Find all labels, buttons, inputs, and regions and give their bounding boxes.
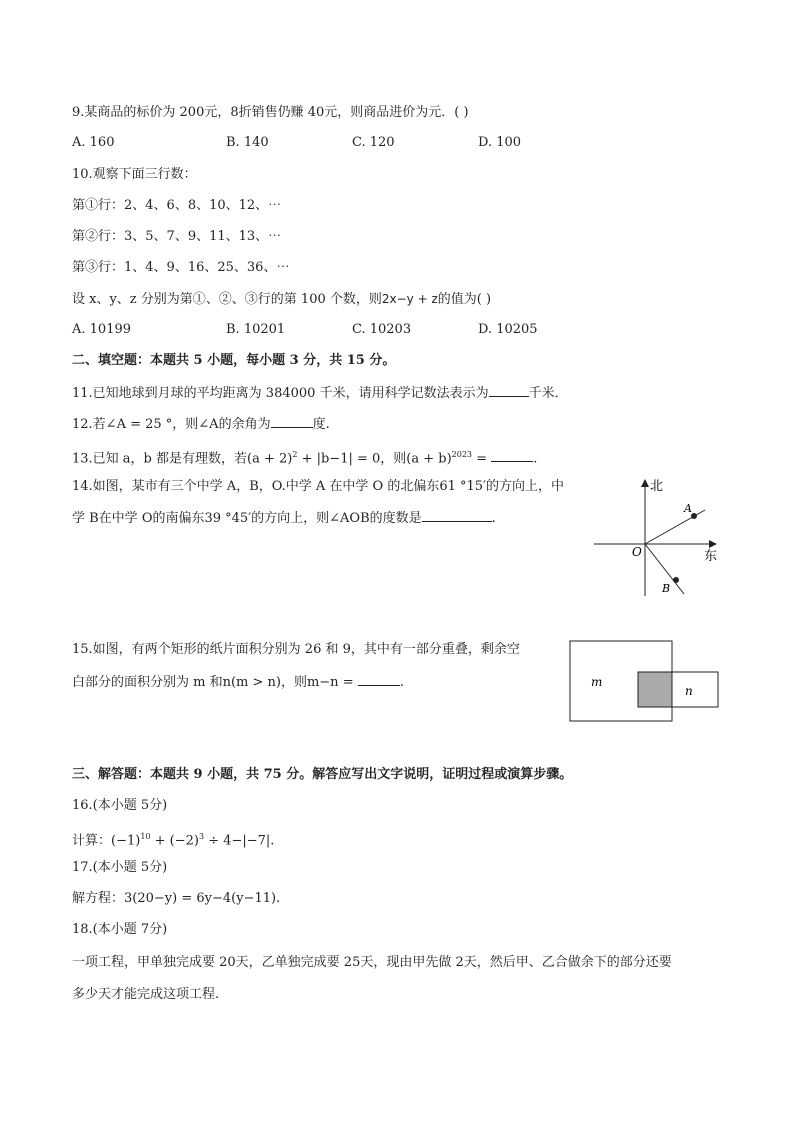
q10-question: [72, 290, 491, 309]
q11-text-a: 11.已知地球到月球的平均距离为 384000 千米，请用科学记数法表示为: [72, 386, 489, 401]
q14-answer-blank[interactable]: [422, 509, 492, 522]
q11-text-b: 千米．: [528, 386, 568, 401]
q10-row-1: 第①行：2、4、6、8、10、12、⋯: [72, 198, 282, 213]
section-3-title: 三、解答题：本题共 9 小题，共 75 分。解答应写出文字说明，证明过程或演算步骤。: [72, 767, 573, 782]
q12-text-a: 12.若∠A = 25 °，则∠A的余角为: [72, 417, 271, 432]
q13-expr2: + |b−1| = 0，则: [297, 451, 407, 467]
q10-row-3: 第③行：1、4、9、16、25、36、⋯: [72, 260, 290, 275]
q17-equation: 解方程：3(20−y) = 6y−4(y−11).: [72, 891, 281, 906]
q13-exp1: 2: [292, 450, 298, 459]
q15-line-2: 白部分的面积分别为 m 和n(m > n)，则m−n = .: [72, 675, 404, 690]
q14-compass-figure: [590, 472, 730, 602]
east-label: 东: [704, 549, 718, 564]
q10-ask-prefix: 设 x、y、z 分别为第①、②、③行的第 100 个数，则: [72, 292, 382, 307]
q11-answer-blank[interactable]: [489, 384, 529, 397]
q12-answer-blank[interactable]: [271, 415, 313, 428]
q15-answer-blank[interactable]: [358, 673, 400, 686]
q10-ask-suffix: 的值为( ): [437, 292, 492, 307]
q18-head: 18.(本小题 7分): [72, 922, 168, 937]
q16-text-c: ÷ 4−|−7|.: [204, 833, 275, 849]
q11: [72, 384, 568, 403]
q9-option-c: C. 120: [352, 135, 395, 150]
q13-expr3: (a + b): [406, 451, 452, 467]
q15-rectangles-figure: [569, 640, 721, 724]
q10-option-c: C. 10203: [352, 322, 412, 337]
q13-text-a: 13.已知 a，b 都是有理数，若: [72, 451, 248, 467]
q9-option-a: A. 160: [72, 135, 115, 150]
origin-label: O: [632, 545, 642, 559]
q10-option-a: A. 10199: [72, 322, 132, 337]
label-n: n: [685, 684, 693, 698]
q10-stem: 10.观察下面三行数：: [72, 167, 197, 182]
q13-expr4: =: [472, 451, 492, 467]
q9-option-d: D. 100: [478, 135, 522, 150]
q18-line-2: 多少天才能完成这项工程.: [72, 987, 220, 1002]
q14-line-2-text: 学 B在中学 O的南偏东39 °45′的方向上，则∠AOB的度数是: [72, 511, 422, 526]
q10-ask-expr: 2x−y + z: [381, 292, 438, 306]
q16-exp2: 3: [198, 832, 205, 841]
q10-option-d: D. 10205: [478, 322, 538, 337]
q16-text-a: 计算：(−1): [72, 833, 141, 849]
q10-row-2: 第②行：3、5、7、9、11、13、⋯: [72, 229, 282, 244]
label-a: A: [684, 502, 692, 515]
overlap-region: [638, 672, 672, 707]
q10-option-b: B. 10201: [226, 322, 286, 337]
section-2-title: 二、填空题：本题共 5 小题，每小题 3 分，共 15 分。: [72, 353, 396, 368]
north-label: 北: [650, 479, 664, 494]
q17-head: 17.(本小题 5分): [72, 860, 168, 875]
q13: 13.已知 a，b 都是有理数，若$(a + 2)^2 + |b-1| = 0$，则$(a + b)^{2023}$ = .: [72, 450, 538, 467]
q16-head: 16.(本小题 5分): [72, 798, 168, 813]
q9-stem: 9.某商品的标价为 200元，8折销售仍赚 40元，则商品进价为元．( ): [72, 105, 469, 120]
q13-expr1: (a + 2): [247, 451, 293, 467]
q14-line-2: 学 B在中学 O的南偏东39 °45′的方向上，则∠AOB的度数是 .: [72, 511, 496, 526]
q9-option-b: B. 140: [226, 135, 269, 150]
q15-line-2-text: 白部分的面积分别为 m 和n(m > n)，则m−n =: [72, 675, 358, 690]
q16-expression: [72, 828, 274, 850]
q18-line-1: 一项工程，甲单独完成要 20天，乙单独完成要 25天，现由甲先做 2天，然后甲、乙合做余下的部分还要: [72, 955, 672, 970]
q16-text-b: + (−2): [150, 833, 199, 849]
q13-exp2: 2023: [451, 450, 473, 459]
point-b: [673, 577, 679, 583]
label-b: B: [662, 582, 671, 595]
q16-exp1: 10: [140, 832, 151, 841]
q15-line-1: 15.如图，有两个矩形的纸片面积分别为 26 和 9，其中有一部分重叠，剩余空: [72, 642, 520, 657]
label-m: m: [591, 675, 603, 689]
q12-text-b: 度.: [312, 417, 330, 432]
q14-line-1: 14.如图，某市有三个中学 A，B，O.中学 A 在中学 O 的北偏东61 °15′的方向上，中: [72, 479, 565, 494]
q13-answer-blank[interactable]: [491, 449, 533, 462]
q12: [72, 415, 330, 434]
